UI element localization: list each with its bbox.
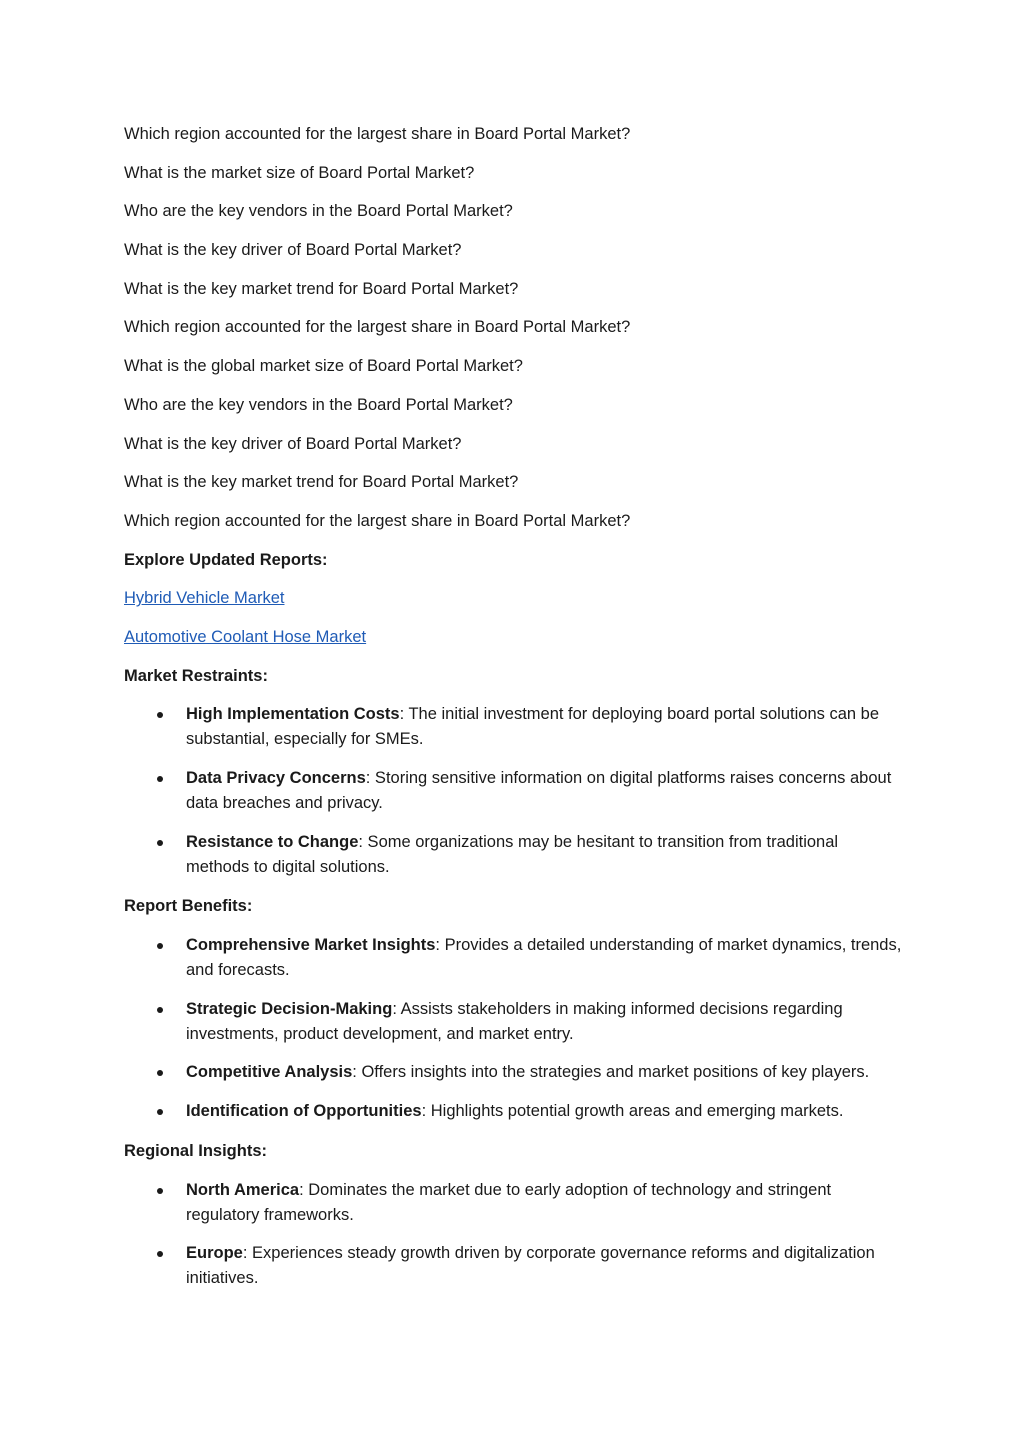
bullet-icon — [157, 1251, 163, 1257]
list-item-text: : Highlights potential growth areas and emerging markets. — [421, 1102, 844, 1121]
list-item-text: : Provides a detailed understanding of market dynamics, trends, and forecasts. — [186, 936, 902, 980]
faq-question-1: Which region accounted for the largest share in Board Portal Market? — [124, 125, 631, 143]
regional-insights-heading: Regional Insights: — [124, 1141, 268, 1160]
market-restraints-list — [124, 702, 904, 879]
list-item — [124, 1060, 904, 1085]
bullet-icon — [157, 712, 163, 718]
list-item-text: : Dominates the market due to early adoption of technology and stringent regulatory frameworks. — [186, 1180, 832, 1224]
list-item-title: Strategic Decision-Making — [186, 999, 393, 1018]
list-item-text: : Storing sensitive information on digital platforms raises concerns about data breaches and privacy. — [186, 769, 892, 812]
faq-question-7: What is the global market size of Board Portal Market? — [124, 357, 523, 376]
explore-link-row-2 — [124, 625, 904, 649]
list-item-text: : Offers insights into the strategies and market positions of key players. — [352, 1063, 870, 1082]
bullet-icon — [157, 776, 163, 782]
bullet-icon — [157, 1109, 163, 1115]
faq-question-9: What is the key driver of Board Portal Market? — [124, 434, 462, 453]
faq-question-6: Which region accounted for the largest share in Board Portal Market? — [124, 318, 631, 337]
report-benefits-heading: Report Benefits: — [124, 897, 253, 916]
list-item-title: Competitive Analysis — [186, 1063, 353, 1082]
hybrid-vehicle-market-link[interactable]: Hybrid Vehicle Market — [124, 589, 285, 608]
list-item-text: : Assists stakeholders in making informed decisions regarding investments, product development, and market entry. — [186, 999, 843, 1043]
list-item — [124, 766, 904, 816]
document-page — [124, 122, 904, 1306]
faq-question-3: Who are the key vendors in the Board Portal Market? — [124, 202, 513, 221]
list-item — [124, 1099, 904, 1124]
faq-question-8: Who are the key vendors in the Board Portal Market? — [124, 395, 513, 414]
list-item — [124, 702, 904, 752]
faq-question-10: What is the key market trend for Board Portal Market? — [124, 473, 519, 492]
market-restraints-heading: Market Restraints: — [124, 666, 268, 685]
list-item — [124, 997, 904, 1047]
automotive-coolant-hose-market-link[interactable]: Automotive Coolant Hose Market — [124, 627, 367, 646]
list-item-title: Europe — [186, 1244, 243, 1263]
report-benefits-list — [124, 933, 904, 1124]
list-item-title: Resistance to Change — [186, 832, 359, 851]
list-item-text: : The initial investment for deploying board portal solutions can be substantial, especially for SMEs. — [186, 705, 880, 749]
list-item — [124, 1241, 904, 1291]
bullet-icon — [157, 1007, 163, 1013]
bullet-icon — [157, 943, 163, 949]
bullet-icon — [157, 840, 163, 846]
list-item — [124, 1178, 904, 1228]
faq-question-5: What is the key market trend for Board Portal Market? — [124, 279, 519, 298]
bullet-icon — [157, 1070, 163, 1076]
list-item-title: Comprehensive Market Insights — [186, 936, 436, 955]
list-item-title: Data Privacy Concerns — [186, 769, 366, 787]
bullet-icon — [157, 1188, 163, 1194]
regional-insights-list — [124, 1178, 904, 1292]
list-item-title: North America — [186, 1180, 300, 1199]
explore-link-row-1 — [124, 586, 904, 610]
faq-question-2: What is the market size of Board Portal Market? — [124, 163, 475, 182]
list-item-title: Identification of Opportunities — [186, 1102, 422, 1121]
faq-question-4: What is the key driver of Board Portal Market? — [124, 241, 462, 260]
list-item-text: : Some organizations may be hesitant to transition from traditional methods to digital solutions. — [186, 832, 839, 876]
list-item-text: : Experiences steady growth driven by corporate governance reforms and digitalization initiatives. — [186, 1244, 875, 1288]
list-item — [124, 830, 904, 880]
list-item — [124, 933, 904, 983]
explore-reports-heading: Explore Updated Reports: — [124, 550, 328, 569]
list-item-title: High Implementation Costs — [186, 705, 400, 724]
faq-question-11: Which region accounted for the largest share in Board Portal Market? — [124, 511, 631, 530]
